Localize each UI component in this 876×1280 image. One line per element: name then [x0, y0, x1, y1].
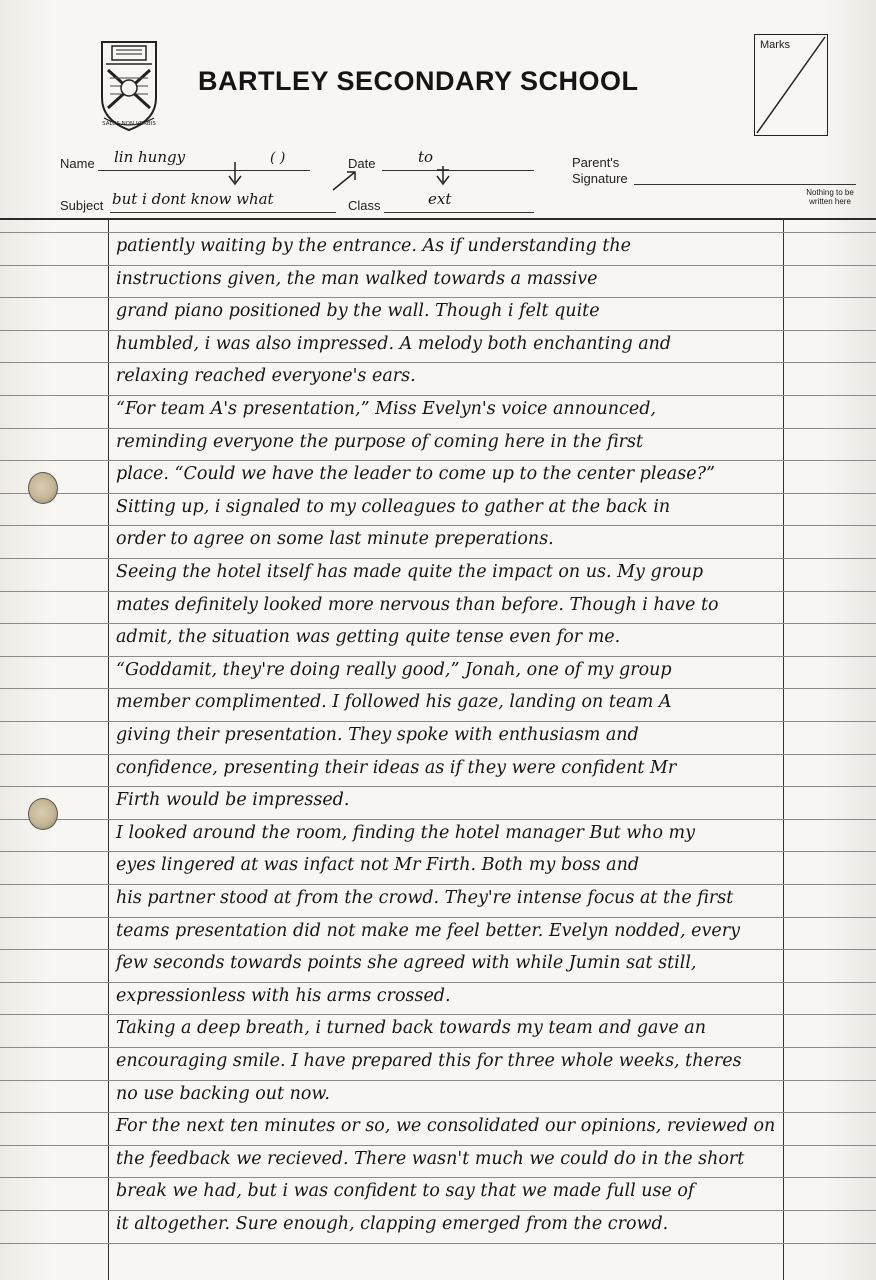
handwritten-line: admit, the situation was getting quite tense even for me. — [116, 627, 621, 648]
handwritten-line: the feedback we recieved. There wasn't much we could do in the short — [116, 1148, 745, 1169]
class-underline — [384, 212, 534, 213]
header-separator — [0, 218, 876, 220]
handwritten-line: member complimented. I followed his gaze, landing on team A — [116, 692, 672, 713]
marks-label: Marks — [760, 39, 790, 51]
index-value: ( ) — [270, 150, 286, 166]
school-crest-icon — [96, 38, 162, 134]
class-label: Class — [348, 198, 381, 213]
punch-hole-bottom — [28, 798, 58, 830]
punch-hole-top — [28, 472, 58, 504]
handwritten-line: order to agree on some last minute preperations. — [116, 529, 554, 550]
name-label: Name — [60, 156, 95, 171]
handwritten-line: break we had, but i was confident to say that we made full use of — [116, 1181, 695, 1202]
handwritten-line: encouraging smile. I have prepared this for three whole weeks, theres — [116, 1051, 742, 1071]
handwritten-line: Taking a deep breath, i turned back towards my team and gave an — [116, 1018, 707, 1039]
handwritten-line: giving their presentation. They spoke with enthusiasm and — [116, 725, 639, 745]
class-value: ext — [428, 190, 452, 208]
handwritten-line: no use backing out now. — [116, 1083, 330, 1104]
handwritten-line: I looked around the room, finding the hotel manager But who my — [116, 822, 696, 843]
nothing-to-be-written-note — [800, 188, 860, 206]
handwritten-line: Seeing the hotel itself has made quite the impact on us. My group — [116, 562, 704, 582]
handwritten-line: confidence, presenting their ideas as if they were confident Mr — [116, 757, 677, 778]
handwritten-line: relaxing reached everyone's ears. — [116, 366, 416, 387]
handwritten-line: grand piano positioned by the wall. Though i felt quite — [116, 301, 600, 322]
name-value: lin hungy — [114, 148, 186, 166]
handwritten-line: it altogether. Sure enough, clapping emerged from the crowd. — [116, 1214, 669, 1234]
right-margin-line — [783, 219, 784, 1280]
subject-value: but i dont know what — [112, 190, 274, 208]
date-label: Date — [348, 156, 376, 171]
handwritten-line: Sitting up, i signaled to my colleagues to gather at the back in — [116, 496, 671, 517]
handwritten-line: Firth would be impressed. — [116, 790, 350, 811]
nothing-note-line2: written here — [809, 197, 851, 206]
school-name: BARTLEY SECONDARY SCHOOL — [198, 66, 639, 96]
handwritten-line: “Goddamit, they're doing really good,” Jonah, one of my group — [116, 659, 672, 680]
svg-text:SALUS NON VERBIS: SALUS NON VERBIS — [102, 121, 156, 127]
handwritten-line: patiently waiting by the entrance. As if understanding the — [116, 236, 632, 256]
handwritten-line: instructions given, the man walked towards a massive — [116, 268, 598, 289]
left-margin-line — [108, 219, 109, 1280]
parent-label-line2: Signature — [572, 171, 628, 186]
parent-label-line1: Parent's — [572, 155, 620, 170]
marks-box — [754, 34, 828, 136]
nothing-note-line1: Nothing to be — [806, 188, 854, 197]
marks-diagonal-icon — [755, 35, 827, 135]
handwritten-line: teams presentation did not make me feel better. Evelyn nodded, every — [116, 920, 740, 941]
handwritten-line: humbled, i was also impressed. A melody both enchanting and — [116, 333, 672, 354]
handwritten-line: eyes lingered at was infact not Mr Firth. Both my boss and — [116, 855, 640, 876]
handwritten-line: place. “Could we have the leader to come up to the center please?” — [116, 464, 715, 485]
handwritten-line: reminding everyone the purpose of coming here in the first — [116, 431, 644, 452]
handwritten-line: “For team A's presentation,” Miss Evelyn's voice announced, — [116, 399, 656, 419]
parent-signature-underline — [634, 184, 856, 185]
handwritten-line: mates definitely looked more nervous than before. Though i have to — [116, 594, 719, 615]
handwritten-line: few seconds towards points she agreed with while Jumin sat still, — [116, 953, 697, 974]
date-value: to — [418, 148, 434, 166]
handwritten-line: For the next ten minutes or so, we consolidated our opinions, reviewed on — [116, 1116, 776, 1137]
ruled-line — [0, 1243, 876, 1244]
handwritten-line: expressionless with his arms crossed. — [116, 985, 451, 1006]
subject-underline — [110, 212, 336, 213]
subject-label: Subject — [60, 198, 104, 213]
handwritten-line: his partner stood at from the crowd. They're intense focus at the first — [116, 888, 734, 908]
